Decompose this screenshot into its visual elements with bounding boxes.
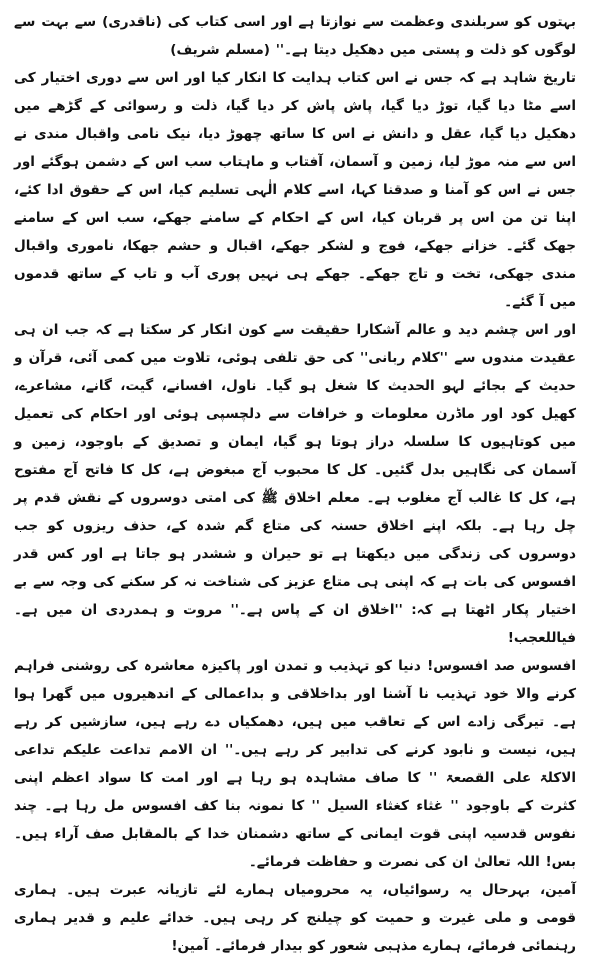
paragraph-1: بہتوں کو سربلندی وعظمت سے نوازتا ہے اور اسی کتاب کی (ناقدری) سے بہت سے لوگوں کو ذلت و پستی میں دھکیل دیتا ہے۔'' (مسلم شریف) <box>14 14 576 58</box>
paragraph-5: آمین، بہرحال یہ رسوائیاں، یہ محرومیاں ہمارے لئے تازیانہ عبرت ہیں۔ ہماری قومی و ملی غیرت و حمیت کو چیلنج کر رہی ہیں۔ خدائے علیم و قدیر ہماری رہنمائی فرمائے، ہمارے مذہبی شعور کو بیدار فرمائے۔ آمین! <box>14 882 576 954</box>
paragraph-2: تاریخ شاہد ہے کہ جس نے اس کتاب ہدایت کا انکار کیا اور اس سے دوری اختیار کی اسے مٹا دیا گیا، توڑ دیا گیا، پاش پاش کر دیا گیا، ذلت و رسوائی کے گڑھے میں دھکیل دیا گیا، عقل و دانش نے اس کا ساتھ چھوڑ دیا، نیک نامی واقبال مندی نے اس سے منہ موڑ لیا، زمین و آسمان، آفتاب و ماہتاب سب اس کے دشمن ہوگئے اور جس نے اس کو آمنا و صدقنا کہا، اسے کلام الٰہی تسلیم کیا، اس کے حقوق ادا کئے، اپنا تن من اس پر قربان کیا، اس کے احکام کے سامنے جھکے، سب اس کے سامنے جھک گئے۔ خزانے جھکے، فوج و لشکر جھکے، اقبال و حشم جھکا، ناموری واقبال مندی جھکی، تخت و تاج جھکے۔ جھکے ہی نہیں پوری آب و تاب کے ساتھ قدموں میں آ گئے۔ <box>14 70 576 310</box>
paragraph-3: اور اس چشم دید و عالم آشکارا حقیقت سے کون انکار کر سکتا ہے کہ جب ان ہی عقیدت مندوں سے ''کلام ربانی'' کی حق تلفی ہوئی، تلاوت میں کمی آئی، قرآن و حدیث کے بجائے لہو الحدیث کا شغل ہو گیا۔ ناول، افسانے، گیت، گانے، مشاعرے، کھیل کود اور ماڈرن معلومات و خرافات سے دلچسپی ہوئی اور احکام کی تعمیل میں کوتاہیوں کا سلسلہ دراز ہوتا ہو گیا، ایمان و تصدیق کے باوجود، زمین و آسمان کی نگاہیں بدل گئیں۔ کل کا محبوب آج مبغوض ہے، کل کا فاتح آج مفتوح ہے، کل کا غالب آج مغلوب ہے۔ معلم اخلاق ﷺ کی امتی دوسروں کے نقش قدم پر چل رہا ہے۔ بلکہ اپنے اخلاق حسنہ کی متاع گم شدہ کے، حذف ریزوں کو جب دوسروں کی زندگی میں دیکھتا ہے تو حیران و ششدر ہو جاتا ہے اور کس قدر افسوس کی بات ہے کہ اپنی ہی متاع عزیز کی شناخت نہ کر سکنے کی وجہ سے بے اختیار پکار اٹھتا ہے کہ: ''اخلاق ان کے پاس ہے۔'' مروت و ہمدردی ان میں ہے۔ فیاللعجب! <box>14 322 576 646</box>
paragraph-4: افسوس صد افسوس! دنیا کو تہذیب و تمدن اور پاکیزہ معاشرہ کی روشنی فراہم کرنے والا خود تہذیب نا آشنا اور بداخلاقی و بداعمالی کے اندھیروں میں گھرا ہوا ہے۔ تیرگی زادے اس کے تعاقب میں ہیں، دھمکیاں دے رہے ہیں، سازشیں کر رہے ہیں، نیست و نابود کرنے کی تدابیر کر رہے ہیں۔'' ان الامم تداعت علیکم تداعی الاکلۃ علی القصعۃ '' کا صاف مشاہدہ ہو رہا ہے اور امت کا سواد اعظم اپنی کثرت کے باوجود '' غثاء کغثاء السیل '' کا نمونہ بنا کف افسوس مل رہا ہے۔ چند نفوس قدسیہ اپنی قوت ایمانی کے ساتھ دشمنان خدا کے بالمقابل صف آراء ہیں۔ بس! اللہ تعالیٰ ان کی نصرت و حفاظت فرمائے۔ <box>14 658 576 870</box>
